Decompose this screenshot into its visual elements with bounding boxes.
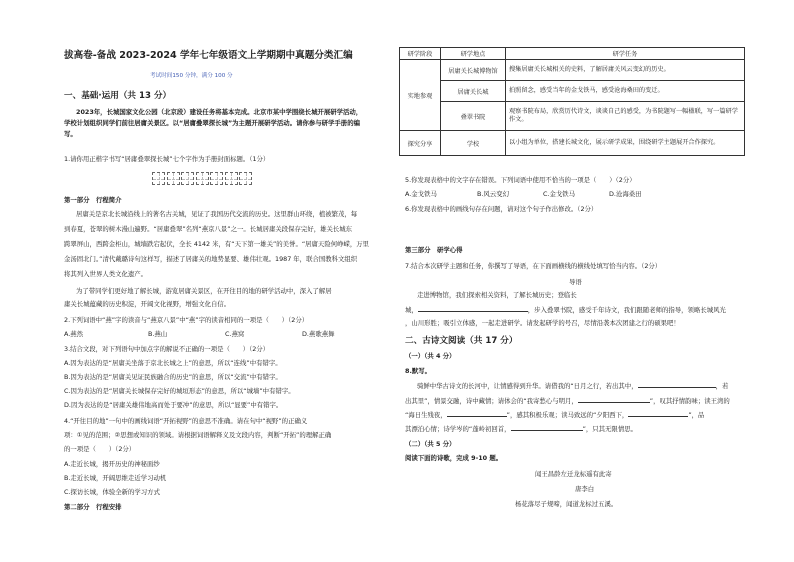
- table-header: 研学地点: [441, 48, 506, 60]
- part-heading: 第二部分 行程安排: [64, 503, 122, 511]
- option[interactable]: A.燕然: [64, 330, 84, 338]
- grid-cell[interactable]: [225, 172, 238, 185]
- writing-grid[interactable]: [152, 172, 254, 185]
- answer-blank[interactable]: [511, 424, 583, 431]
- research-table: [399, 47, 745, 156]
- option[interactable]: C.金戈铁马: [543, 190, 576, 198]
- passage-line: 将其列入世界人类文化遗产。: [64, 270, 148, 278]
- option[interactable]: A.金戈铁马: [405, 190, 437, 198]
- guide-text: ，步入叠翠书院，感受千年诗文，我们跟随老师的指导，领略长城风光: [527, 306, 726, 314]
- part-heading: 第一部分 行程简介: [64, 196, 122, 204]
- subsection-title: （一）（共 4 分）: [405, 352, 456, 360]
- table-header: 研学任务: [506, 48, 745, 60]
- dictation-text: 出其里”，情景交融，诗中藏情；请体会的“我寄愁心与明月，: [405, 397, 578, 405]
- answer-blank[interactable]: [418, 305, 528, 312]
- subsection-title: （二）（共 5 分）: [405, 440, 456, 448]
- dictation-text: “海日生残夜，: [405, 411, 447, 419]
- exam-title: 拔高卷-备战 2023-2024 学年七年级语文上学期期中真题分类汇编: [64, 50, 353, 61]
- right-column: [397, 0, 794, 562]
- question-4: 4.“开往目的地”一句中的画线词语“开拓视野”的意思不准确。请在句中“视野”的正确义: [64, 417, 308, 425]
- table-cell: 居庸关长城: [441, 81, 506, 102]
- guide-title: 导语: [569, 278, 582, 286]
- option[interactable]: D.因为表达的是“居庸关雄伟地高而处于要冲”的意思，所以“显要”中有错字。: [64, 401, 283, 409]
- dictation-text: 其漂泊心情；诗学岑的“蓬岭初回首，: [405, 425, 511, 433]
- reading-intro: 阅读下面的诗歌，完成 9-10 题。: [405, 454, 503, 462]
- option[interactable]: B.燕山: [148, 330, 168, 338]
- table-row: [400, 102, 745, 131]
- option[interactable]: D.燕歌燕舞: [302, 330, 335, 338]
- section-title: 一、基础·运用（共 13 分）: [64, 91, 172, 101]
- table-row: [400, 60, 745, 81]
- dictation-text: ”，品: [688, 411, 705, 419]
- grid-cell[interactable]: [239, 172, 252, 185]
- option[interactable]: C.燕窝: [225, 330, 245, 338]
- question-1: 1.请你用正楷字书写“居庸叠翠探长城”七个字作为手册封面标题。（1分）: [64, 155, 270, 163]
- dictation-text: ”，只其无限情思。: [582, 425, 637, 433]
- table-cell: 学校: [441, 131, 506, 156]
- exam-info: 考试时间150 分钟，满分 100 分: [150, 73, 233, 79]
- grid-cell[interactable]: [152, 172, 165, 185]
- guide-text: 城，: [405, 306, 418, 314]
- table-cell: 探究分享: [400, 131, 441, 156]
- guide-line: [405, 305, 726, 315]
- table-cell: 搜集居庸关长城相关的史料，了解居庸关风云变幻的历史。: [506, 60, 745, 81]
- dictation-text: ”，叹其抒情韵味；读王湾的: [649, 397, 730, 405]
- dictation-text: 骑鲜中华古诗文的长河中，让情感得到升华。请借我的“日月之行，若出其中，: [417, 382, 638, 390]
- passage-line: 居庸关是京北长城沿线上的著名古关城，见证了我国历代交流的历史。这里群山环绕，植被繁茂，每: [76, 210, 358, 218]
- answer-blank[interactable]: [578, 396, 650, 403]
- question-4: 项：①见的范围；②思想或知识的领域。请根据词语解释义及文段内容，判断“开拓”的理解正确: [64, 431, 332, 439]
- table-header: 研学阶段: [400, 48, 441, 60]
- poem-author: 唐李白: [575, 485, 595, 493]
- question-3: 3.结合文段，对下列语句中加点字的解说不正确的一项是（ ）（2分）: [64, 345, 270, 353]
- question-4: 的一项是（ ）（2分）: [64, 445, 136, 453]
- option[interactable]: C.探访长城，体验全新的学习方式: [64, 488, 160, 496]
- option[interactable]: D.沧海桑田: [609, 190, 642, 198]
- table-cell: 以小组为单位，搭建长城文化，展示研学成果，围绕研学主题展开合作探究。: [506, 131, 745, 156]
- option[interactable]: C.因为表达的是“居庸关长城保存完好的城垣形态”的意思，所以“城墙”中有错字。: [64, 387, 295, 395]
- option[interactable]: B.因为表达的是“居庸关见证民族融合的历史”的意思，所以“交流”中有错字。: [64, 373, 282, 381]
- answer-blank[interactable]: [638, 381, 716, 388]
- dictation-line: [405, 410, 704, 420]
- passage-line: 金汤固北门。”清代戴璐诗句这样写，描述了居庸关的地势显要、雄伟壮观。1987 年，联合国教科文组织: [64, 255, 358, 263]
- poem-title: 闻王昌龄左迁龙标遥有此寄: [535, 470, 612, 478]
- table-cell: 居庸关长城博物馆: [441, 60, 506, 81]
- table-header-row: [400, 48, 745, 60]
- poem-line: 杨花落尽子规啼，闻道龙标过五溪。: [515, 500, 618, 508]
- table-row: [400, 81, 745, 102]
- question-6: 6.你发现表格中的画线句存在问题，请对这个句子作出修改。（2分）: [405, 205, 598, 213]
- grid-cell[interactable]: [196, 172, 209, 185]
- table-cell: 拍照留念，感受当年的金戈铁马，感受沧海桑田的变迁。: [506, 81, 745, 102]
- question-5: 5.你发现表格中的文字存在错误。下列词语中使用不恰当的一项是（ ）（2分）: [405, 176, 636, 184]
- answer-blank[interactable]: [628, 410, 688, 417]
- question-7: 7.结合本次研学主题和任务，你撰写了导语，在下面画横线的横线处填写恰当内容。（2分）: [405, 262, 662, 270]
- dictation-text: ”，感其积极乐观；读马致远的“夕阳西下，: [506, 411, 629, 419]
- table-cell: 叠翠书院: [441, 102, 506, 131]
- answer-blank[interactable]: [447, 410, 507, 417]
- passage-line: 为了带同学们更好地了解长城，游览居庸关景区，在开往目的地的研学活动中，深入了解居: [76, 287, 332, 295]
- intro-line: 写。: [64, 130, 77, 138]
- table-cell: 实地参观: [400, 60, 441, 131]
- option[interactable]: A.因为表达的是“居庸关坐落于京北长城之上”的意思，所以“连线”中有错字。: [64, 359, 282, 367]
- option[interactable]: B.风云变幻: [477, 190, 509, 198]
- table-row: [400, 131, 745, 156]
- section-title: 二、古诗文阅读（共 17 分）: [405, 336, 518, 346]
- grid-cell[interactable]: [181, 172, 194, 185]
- option[interactable]: A.走近长城，揭开历史的神秘面纱: [64, 460, 160, 468]
- question-8: 8.默写。: [405, 367, 432, 375]
- grid-cell[interactable]: [167, 172, 180, 185]
- intro-line: 2023年，长城国家文化公园（北京段）建设任务将基本完成。北京市某中学围绕长城开展研学活动，: [76, 108, 363, 116]
- passage-line: 跨翠屏山，西跨金柜山，城墙跌宕起伏，全长 4142 米，有“天下第一雄关”的美誉。“居庸天险何峥嵘，万里: [64, 240, 370, 248]
- question-2: 2.下列词语中“燕”字的读音与“燕京八景”中“燕”字的读音相同的一项是（ ）（2分）: [64, 316, 309, 324]
- guide-line: 走进博物馆，我们探索相关资料，了解长城历史；登临长: [417, 291, 577, 299]
- dictation-line: [405, 424, 637, 434]
- dictation-line: 骑鲜中华古诗文的长河中，让情感得到升华。请借我的“日月之行，若出其中， ，若: [417, 382, 729, 390]
- dictation-line: [405, 396, 730, 406]
- intro-line: 学校计划组织同学们前往居庸关景区。以“居庸叠翠探长城”为主题开展研学活动。请你参与研学手册的编: [64, 119, 360, 127]
- option[interactable]: B.走近长城，开阔思维走近学习动机: [64, 474, 167, 482]
- part-heading: 第三部分 研学心得: [405, 246, 463, 254]
- guide-line: ，山川形胜；吸引立体感，一起走进研学。请发起研学的号召，尽情沿袭本次团建之行的硕果吧！: [405, 319, 680, 327]
- passage-line: 到春夏，苍翠的树木漫山遍野。“居庸叠翠”名列“燕京八景”之一。长城居庸关段保存完好，雄关长城东: [64, 225, 353, 233]
- grid-cell[interactable]: [210, 172, 223, 185]
- passage-line: 庸关长城蕴藏的历史积淀，开阔文化视野，增强文化自信。: [64, 300, 231, 308]
- table-cell: 观察书院布局，欣赏历代诗文，谈谈自己的感受，为书院题写一幅楹联，写一篇研学作文。: [506, 102, 745, 131]
